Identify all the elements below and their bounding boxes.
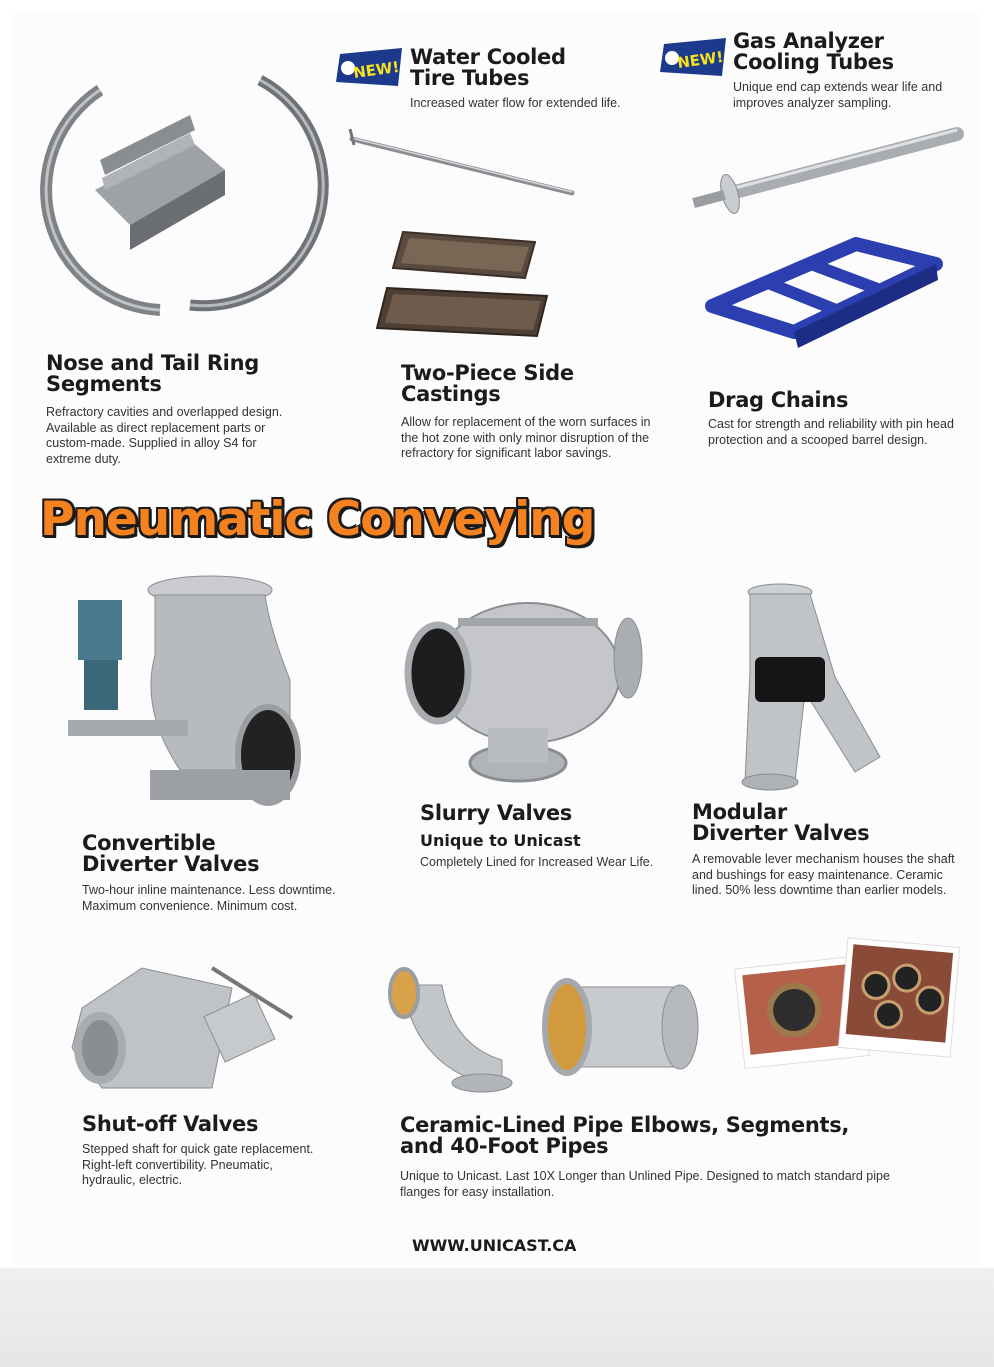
new-badge-icon bbox=[336, 48, 404, 88]
convertible-diverter-valve-image bbox=[60, 570, 320, 820]
modular-diverter-title: Modular Diverter Valves bbox=[692, 800, 870, 846]
ring-segments-image bbox=[40, 60, 300, 320]
section-title: Pneumatic Conveying bbox=[40, 492, 595, 547]
convertible-diverter-title: Convertible Diverter Valves bbox=[82, 831, 260, 877]
pipe-segment-image bbox=[542, 972, 702, 1082]
gas-analyzer-desc: Unique end cap extends wear life and improves analyzer sampling. bbox=[733, 80, 943, 110]
shutoff-valve-image bbox=[62, 948, 312, 1098]
new-badge-icon bbox=[660, 38, 728, 78]
drag-chains-image bbox=[706, 236, 946, 376]
gas-analyzer-tube-image bbox=[685, 120, 970, 220]
slurry-valves-subtitle: Unique to Unicast bbox=[420, 831, 581, 850]
drag-chains-title: Drag Chains bbox=[708, 388, 849, 412]
ceramic-pipes-desc: Unique to Unicast. Last 10X Longer than Unlined Pipe. Designed to match standard pipe flanges for easy installation. bbox=[400, 1169, 890, 1199]
modular-diverter-valve-image bbox=[735, 582, 885, 792]
gas-analyzer-title: Gas Analyzer Cooling Tubes bbox=[733, 29, 894, 75]
page-bottom-shadow bbox=[0, 1268, 994, 1367]
water-tube-image bbox=[340, 125, 580, 205]
new-badge-label: NEW! bbox=[352, 57, 401, 83]
side-castings-desc: Allow for replacement of the worn surfaces in the hot zone with only minor disruption of the refractory for significant labor savings. bbox=[401, 415, 651, 461]
pipe-photos-image bbox=[735, 938, 960, 1078]
side-castings-image bbox=[375, 228, 575, 343]
slurry-valve-image bbox=[398, 578, 658, 793]
water-cooled-tubes-title: Water Cooled Tire Tubes bbox=[410, 45, 566, 91]
pipe-elbow-image bbox=[382, 965, 522, 1095]
modular-diverter-desc: A removable lever mechanism houses the shaft and bushings for easy maintenance. Ceramic lined. 50% less downtime than earlier models. bbox=[692, 852, 955, 898]
slurry-valves-title: Slurry Valves bbox=[420, 801, 572, 825]
footer-url-link[interactable]: WWW.UNICAST.CA bbox=[412, 1236, 577, 1255]
ring-segments-desc: Refractory cavities and overlapped design. Available as direct replacement parts or custom-made. Supplied in alloy S4 for extreme duty. bbox=[46, 405, 283, 466]
ceramic-pipes-title: Ceramic-Lined Pipe Elbows, Segments, and 40-Foot Pipes bbox=[400, 1113, 850, 1159]
shutoff-valves-desc: Stepped shaft for quick gate replacement. Right-left convertibility. Pneumatic, hydraulic, electric. bbox=[82, 1142, 314, 1188]
slurry-valves-desc: Completely Lined for Increased Wear Life. bbox=[420, 855, 654, 869]
new-badge-label: NEW! bbox=[676, 47, 725, 73]
ring-segments-title: Nose and Tail Ring Segments bbox=[46, 351, 259, 397]
shutoff-valves-title: Shut-off Valves bbox=[82, 1112, 259, 1136]
drag-chains-desc: Cast for strength and reliability with pin head protection and a scooped barrel design. bbox=[708, 417, 954, 447]
convertible-diverter-desc: Two-hour inline maintenance. Less downtime. Maximum convenience. Minimum cost. bbox=[82, 883, 336, 913]
water-cooled-tubes-desc: Increased water flow for extended life. bbox=[410, 96, 621, 110]
side-castings-title: Two-Piece Side Castings bbox=[401, 361, 574, 407]
